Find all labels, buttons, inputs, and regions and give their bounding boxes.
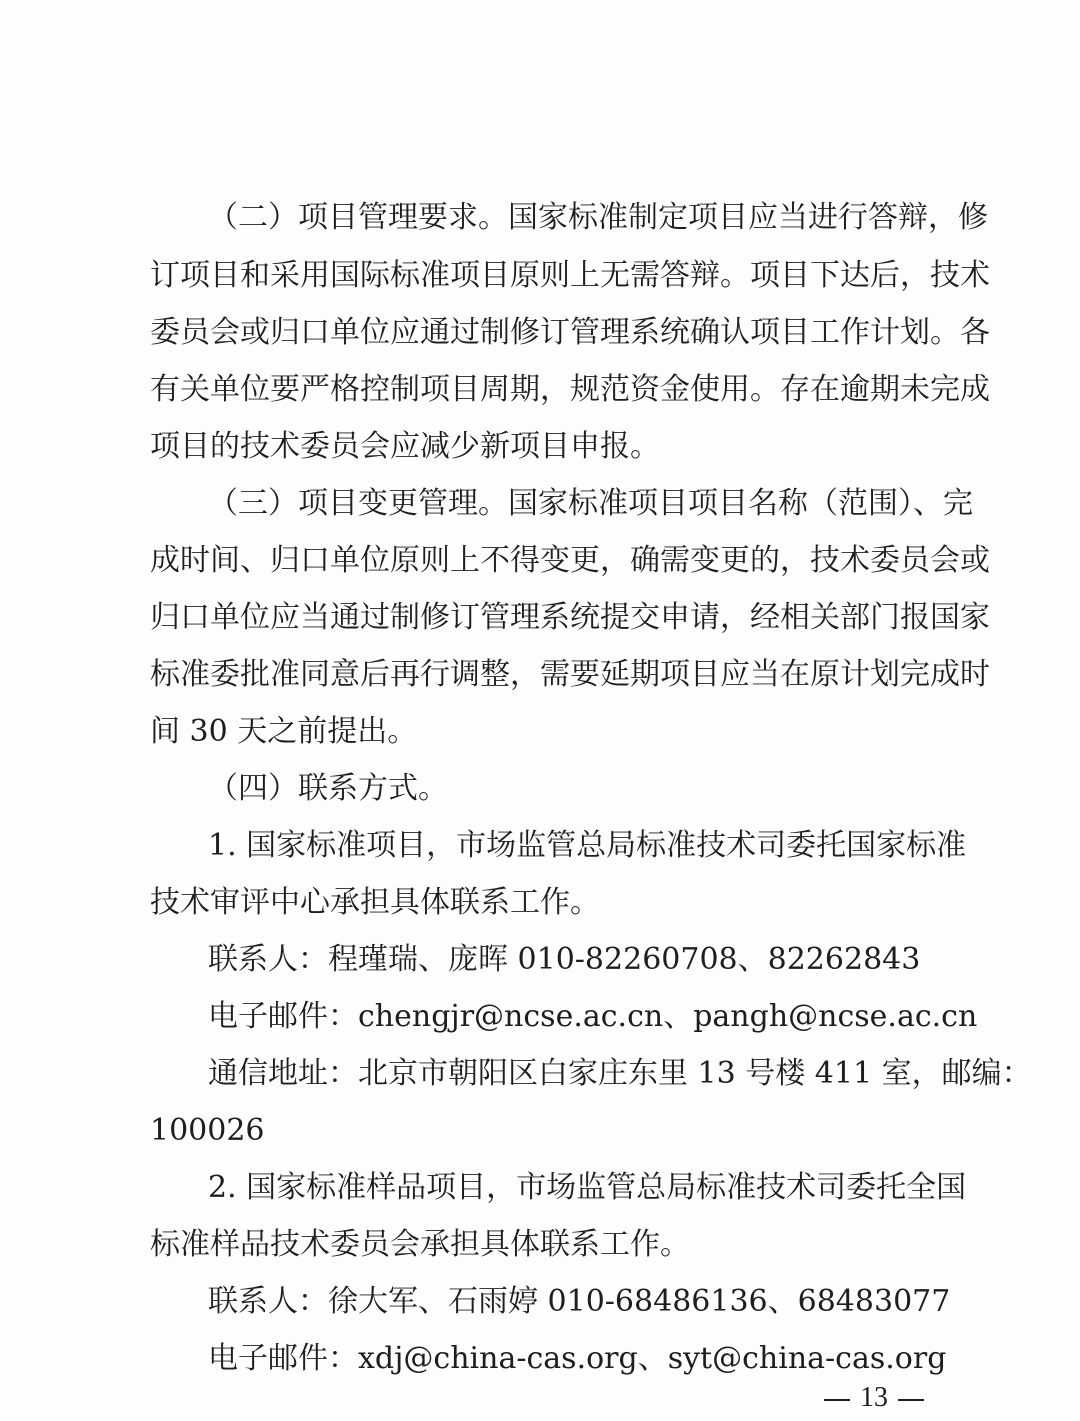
paragraph-3-line-2: 成时间、归口单位原则上不得变更，确需变更的，技术委员会或 [150, 543, 990, 578]
paragraph-2-line-4: 有关单位要严格控制项目周期，规范资金使用。存在逾期未完成 [150, 372, 990, 407]
item-1-line-2: 技术审评中心承担具体联系工作。 [150, 885, 600, 920]
page-number-value: 13 [860, 1382, 888, 1413]
page-number [814, 1380, 934, 1416]
item-2-email: 电子邮件：xdj@china-cas.org、syt@china-cas.org [208, 1341, 947, 1376]
item-2-line-1: 2. 国家标准样品项目，市场监管总局标准技术司委托全国 [208, 1170, 967, 1205]
paragraph-3-line-4: 标准委批准同意后再行调整，需要延期项目应当在原计划完成时 [150, 657, 990, 692]
paragraph-2-line-1: （二）项目管理要求。国家标准制定项目应当进行答辩，修 [208, 200, 988, 235]
paragraph-3-line-3: 归口单位应当通过制修订管理系统提交申请，经相关部门报国家 [150, 600, 990, 635]
item-1-address: 通信地址：北京市朝阳区白家庄东里 13 号楼 411 室，邮编： [208, 1056, 1032, 1091]
paragraph-2-line-5: 项目的技术委员会应减少新项目申报。 [150, 429, 660, 464]
paragraph-2-line-3: 委员会或归口单位应通过制修订管理系统确认项目工作计划。各 [150, 315, 990, 350]
item-1-email: 电子邮件：chengjr@ncse.ac.cn、pangh@ncse.ac.cn [208, 999, 978, 1034]
paragraph-3-line-1: （三）项目变更管理。国家标准项目项目名称（范围）、完 [208, 486, 973, 521]
page-number-dash-right [898, 1399, 924, 1401]
paragraph-2-line-2: 订项目和采用国际标准项目原则上无需答辩。项目下达后，技术 [150, 258, 990, 293]
item-2-line-2: 标准样品技术委员会承担具体联系工作。 [150, 1227, 690, 1262]
item-1-contact: 联系人：程瑾瑞、庞晖 010-82260708、82262843 [208, 942, 921, 977]
section-4-heading: （四）联系方式。 [208, 771, 448, 806]
item-1-line-1: 1. 国家标准项目，市场监管总局标准技术司委托国家标准 [208, 828, 967, 863]
item-2-contact: 联系人：徐大军、石雨婷 010-68486136、68483077 [208, 1284, 951, 1319]
item-1-postcode: 100026 [150, 1113, 265, 1148]
paragraph-3-line-5: 间 30 天之前提出。 [150, 714, 418, 749]
page-number-dash-left [824, 1399, 850, 1401]
